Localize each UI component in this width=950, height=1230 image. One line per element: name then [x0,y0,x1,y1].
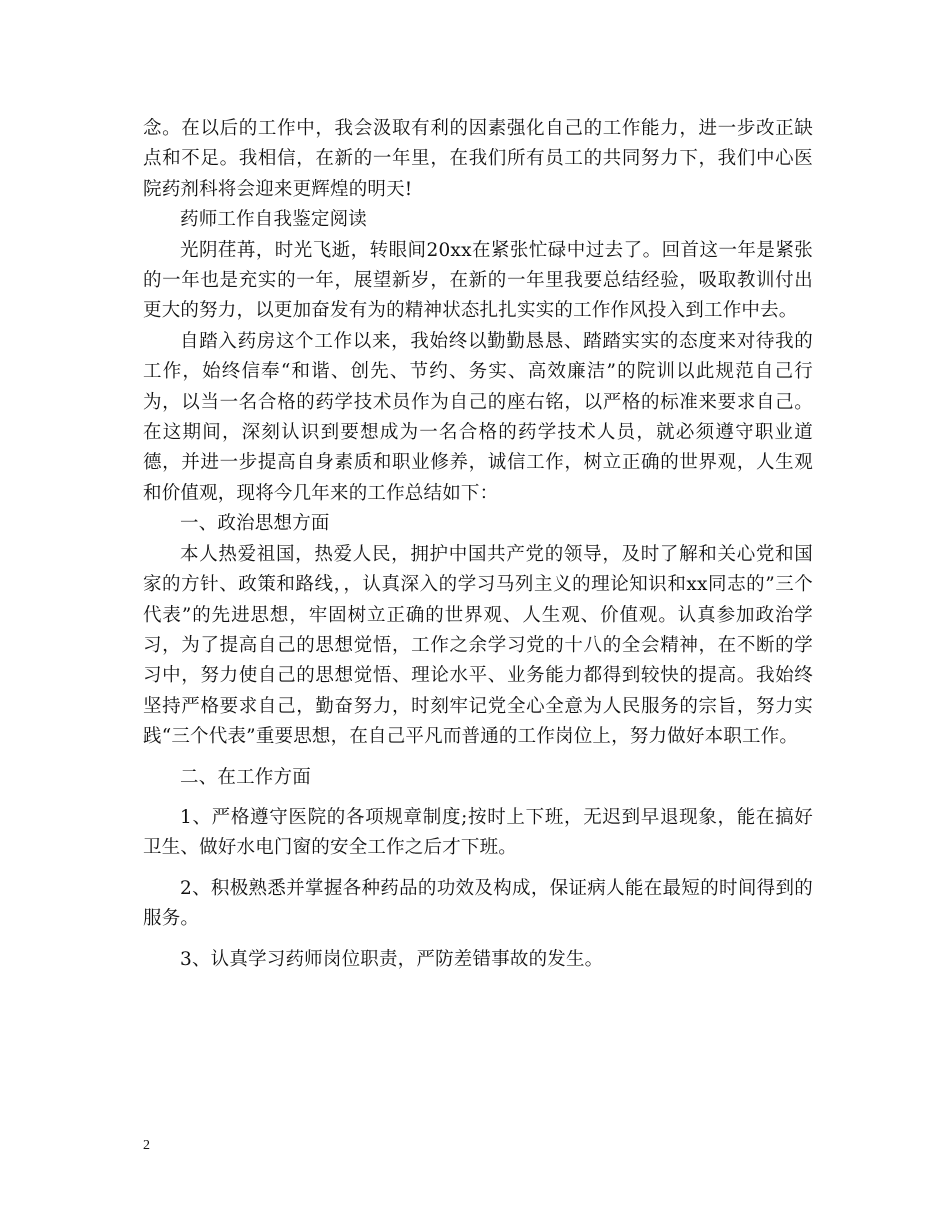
list-item-2: 2、积极熟悉并掌握各种药品的功效及构成，保证病人能在最短的时间得到的服务。 [143,877,813,930]
page-number: 2 [143,1138,150,1153]
list-item-3: 3、认真学习药师岗位职责，严防差错事故的发生。 [180,948,604,970]
paragraph-overview: 自踏入药房这个工作以来，我始终以勤勤恳恳、踏踏实实的态度来对待我的工作，始终信奉“和谐、创先、节约、务实、高效廉洁”的院训以此规范自己行为，以当一名合格的药学技术员作为自己的座右铭，以严格的标准来要求自己。在这期间，深刻认识到要想成为一名合格的药学技术人员，就必须遵守职业道德，并进一步提高自身素质和职业修养，诚信工作，树立正确的世界观，人生观和价值观，现将今几年来的工作总结如下： [143,330,813,504]
page-body [143,114,813,975]
heading-political: 一、政治思想方面 [180,513,330,535]
section-title: 药师工作自我鉴定阅读 [180,209,368,231]
list-item-1: 1、严格遵守医院的各项规章制度;按时上下班，无迟到早退现象，能在搞好卫生、做好水电门窗的安全工作之后才下班。 [143,806,813,859]
paragraph-intro: 光阴荏苒，时光飞逝，转眼间20xx在紧张忙碌中过去了。回首这一年是紧张的一年也是充实的一年，展望新岁，在新的一年里我要总结经验，吸取教训付出更大的努力，以更加奋发有为的精神状态扎扎实实的工作作风投入到工作中去。 [143,239,813,322]
paragraph-closing: 念。在以后的工作中，我会汲取有利的因素强化自己的工作能力，进一步改正缺点和不足。我相信，在新的一年里，在我们所有员工的共同努力下，我们中心医院药剂科将会迎来更辉煌的明天! [143,118,813,200]
paragraph-political: 本人热爱祖国，热爱人民，拥护中国共产党的领导，及时了解和关心党和国家的方针、政策和路线，，认真深入的学习马列主义的理论知识和xx同志的”三个代表”的先进思想，牢固树立正确的世界观、人生观、价值观。认真参加政治学习，为了提高自己的思想觉悟，工作之余学习党的十八的全会精神，在不断的学习中，努力使自己的思想觉悟、理论水平、业务能力都得到较快的提高。我始终坚持严格要求自己，勤奋努力，时刻牢记党全心全意为人民服务的宗旨，努力实践“三个代表”重要思想，在自己平凡而普通的工作岗位上，努力做好本职工作。 [143,543,813,748]
heading-work: 二、在工作方面 [180,766,311,788]
